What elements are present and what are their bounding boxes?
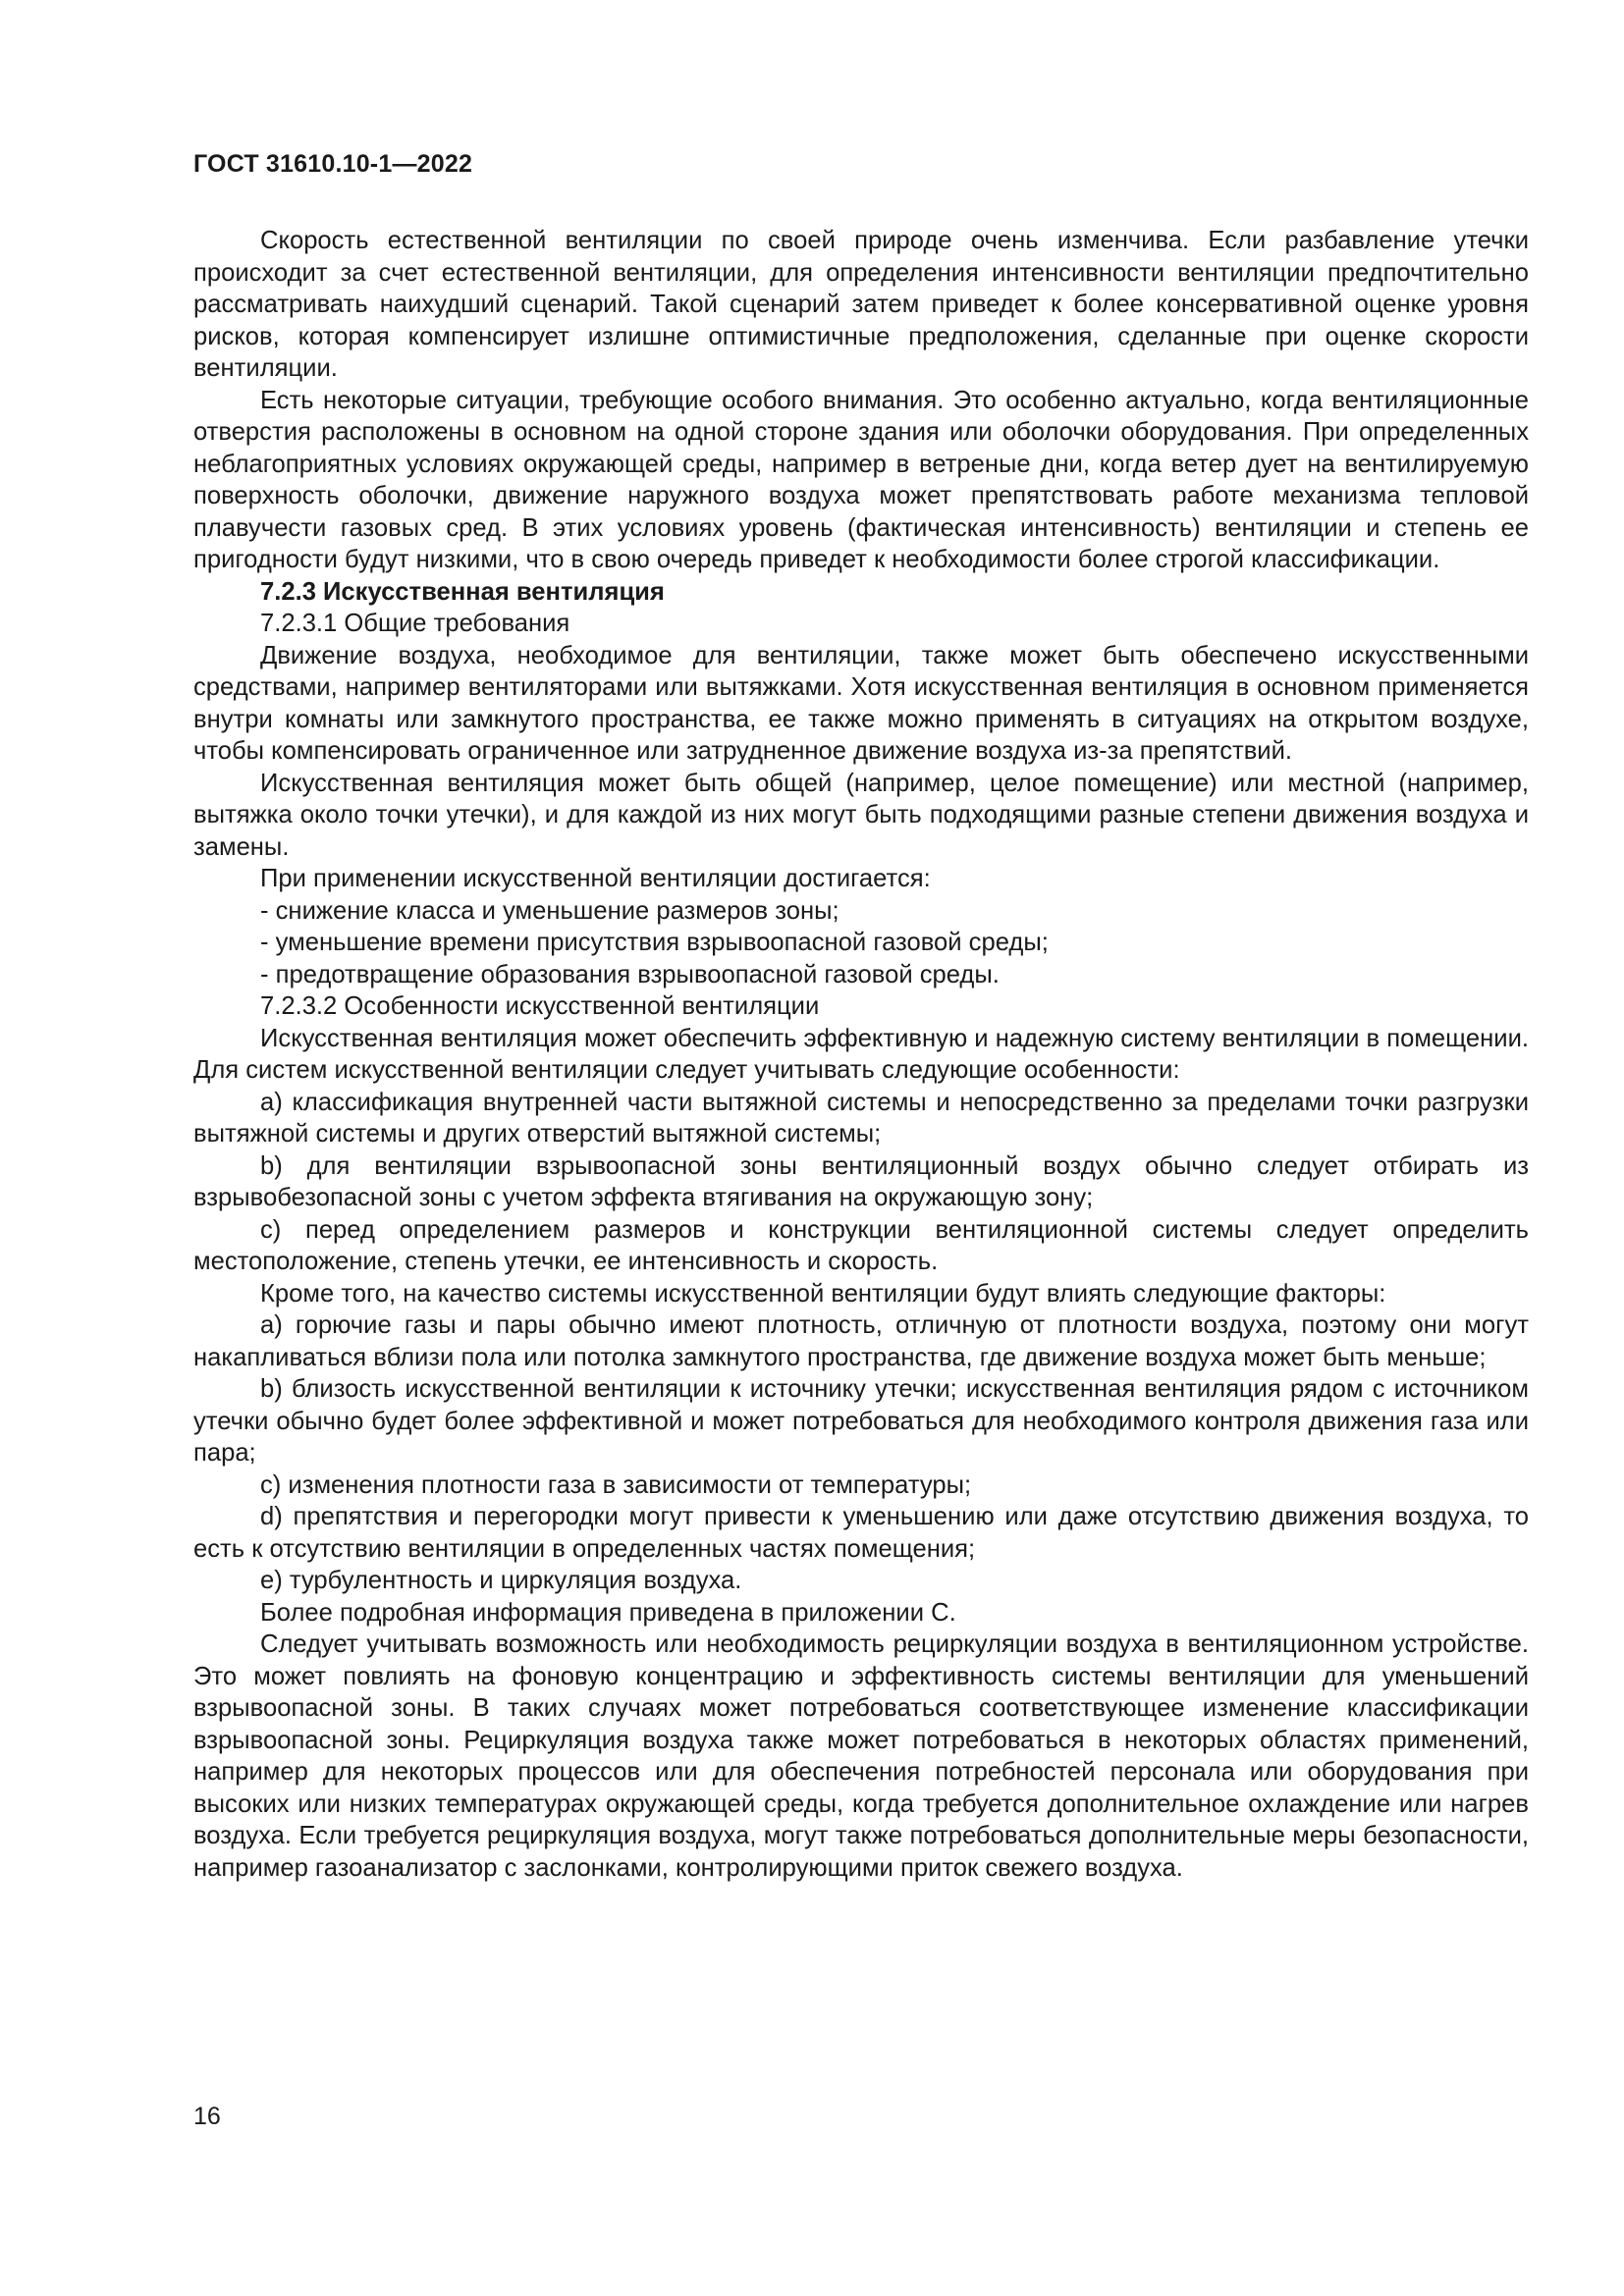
- list-item: - предотвращение образования взрывоопасной газовой среды.: [260, 960, 1000, 988]
- list-item: c) перед определением размеров и конструкции вентиляционной системы следует определить местоположение, степень утечки, ее интенсивность и скорость.: [193, 1215, 1529, 1275]
- subsection-heading-7-2-3-2: 7.2.3.2 Особенности искусственной вентиляции: [260, 992, 820, 1020]
- list-item: b) для вентиляции взрывоопасной зоны вентиляционный воздух обычно следует отбирать из взрывобезопасной зоны с учетом эффекта втягивания на окружающую зону;: [193, 1151, 1529, 1211]
- section-heading-7-2-3: 7.2.3 Искусственная вентиляция: [260, 577, 665, 606]
- paragraph-annex-reference: Более подробная информация приведена в приложении С.: [260, 1598, 956, 1627]
- list-item: b) близость искусственной вентиляции к источнику утечки; искусственная вентиляция рядом с источником утечки обычно будет более эффективной и может потребоваться для необходимого контроля движения газа или пара;: [193, 1375, 1529, 1467]
- list-item: a) классификация внутренней части вытяжной системы и непосредственно за пределами точки разгрузки вытяжной системы и других отверстий вытяжной системы;: [193, 1088, 1529, 1148]
- list-item: e) турбулентность и циркуляция воздуха.: [260, 1567, 742, 1594]
- paragraph-special-situations: Есть некоторые ситуации, требующие особого внимания. Это особенно актуально, когда вентиляционные отверстия расположены в основном на одной стороне здания или оболочки оборудования. При определенных неблагоприятных условиях окружающей среды, например в ветреные дни, когда ветер дует на вентилируемую поверхность оболочки, движение наружного воздуха может препятствовать работе механизма тепловой плавучести газовых сред. В этих условиях уровень (фактическая интенсивность) вентиляции и степень ее пригодности будут низкими, что в свою очередь приведет к необходимости более строгой классификации.: [193, 386, 1529, 573]
- list-item: c) изменения плотности газа в зависимости от температуры;: [260, 1470, 972, 1499]
- list-item: - снижение класса и уменьшение размеров зоны;: [260, 896, 839, 925]
- paragraph-effective-system: Искусственная вентиляция может обеспечить эффективную и надежную систему вентиляции в помещении. Для систем искусственной вентиляции следует учитывать следующие особенности:: [193, 1024, 1529, 1084]
- paragraph-recirculation: Следует учитывать возможность или необходимость рециркуляции воздуха в вентиляционном устройстве. Это может повлиять на фоновую концентрацию и эффективность системы вентиляции для уменьшений взрывоопасной зоны. В таких случаях может потребоваться соответствующее изменение классификации взрывоопасной зоны. Рециркуляция воздуха также может потребоваться в некоторых областях применений, например для некоторых процессов или для обеспечения потребностей персонала или оборудования при высоких или низких температурах окружающей среды, когда требуется дополнительное охлаждение или нагрев воздуха. Если требуется рециркуляция воздуха, могут также потребоваться дополнительные меры безопасности, например газоанализатор с заслонками, контролирующими приток свежего воздуха.: [193, 1630, 1529, 1882]
- document-header: ГОСТ 31610.10-1—2022: [193, 150, 473, 178]
- list-item: - уменьшение времени присутствия взрывоопасной газовой среды;: [260, 929, 1049, 956]
- paragraph-air-movement: Движение воздуха, необходимое для вентиляции, также может быть обеспечено искусственными средствами, например вентиляторами или вытяжками. Хотя искусственная вентиляция в основном применяется внутри комнаты или замкнутого пространства, ее также можно применять в ситуациях на открытом воздухе, чтобы компенсировать ограниченное или затрудненное движение воздуха из-за препятствий.: [193, 641, 1529, 765]
- document-body: [193, 225, 1529, 1884]
- subsection-heading-7-2-3-1: 7.2.3.1 Общие требования: [260, 610, 570, 637]
- list-item: d) препятствия и перегородки могут привести к уменьшению или даже отсутствию движения воздуха, то есть к отсутствию вентиляции в определенных частях помещения;: [193, 1503, 1529, 1563]
- paragraph-general-or-local: Искусственная вентиляция может быть общей (например, целое помещение) или местной (например, вытяжка около точки утечки), и для каждой из них могут быть подходящими разные степени движения воздуха и замены.: [193, 769, 1529, 861]
- page-number: 16: [193, 2103, 221, 2130]
- paragraph-achieved: При применении искусственной вентиляции достигается:: [260, 865, 931, 892]
- list-item: a) горючие газы и пары обычно имеют плотность, отличную от плотности воздуха, поэтому они могут накапливаться вблизи пола или потолка замкнутого пространства, где движение воздуха может быть меньше;: [193, 1311, 1529, 1371]
- paragraph-factors: Кроме того, на качество системы искусственной вентиляции будут влиять следующие факторы:: [260, 1279, 1386, 1308]
- paragraph-natural-ventilation-speed: Скорость естественной вентиляции по своей природе очень изменчива. Если разбавление утечки происходит за счет естественной вентиляции, для определения интенсивности вентиляции предпочтительно рассматривать наихудший сценарий. Такой сценарий затем приведет к более консервативной оценке уровня рисков, которая компенсирует излишне оптимистичные предположения, сделанные при оценке скорости вентиляции.: [193, 227, 1529, 382]
